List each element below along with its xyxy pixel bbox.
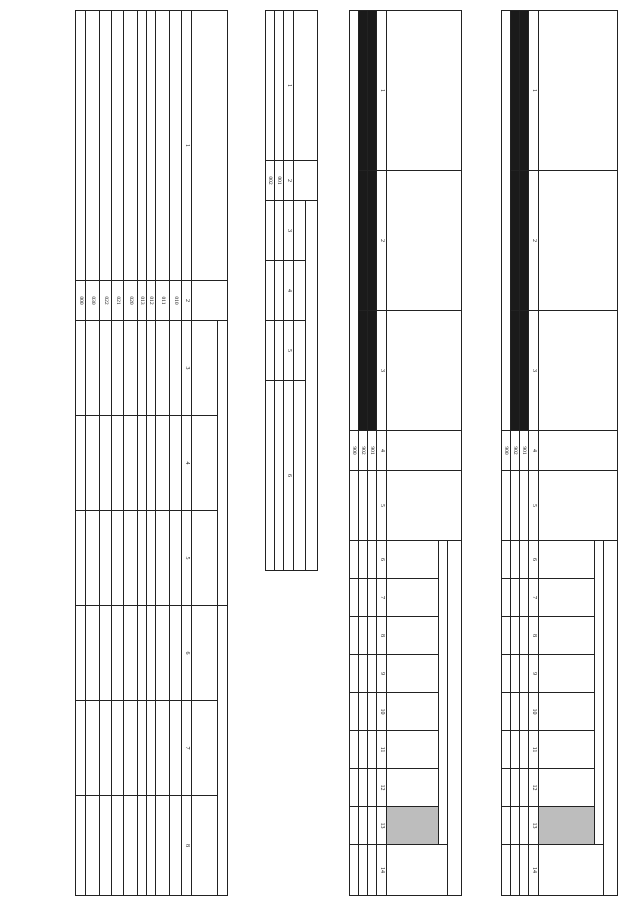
s36-row-label <box>124 11 138 281</box>
s36-header-indicator <box>192 11 228 281</box>
s341-header-incl <box>604 541 618 896</box>
s36-header-period-1b <box>192 606 218 701</box>
s35-header-code <box>294 161 318 201</box>
s342-header-group <box>387 311 462 431</box>
s35-header-title <box>294 381 306 571</box>
table-row <box>147 11 156 896</box>
s341-total-code: 900 <box>502 431 511 471</box>
s36-row-label <box>138 11 147 281</box>
s36-total-code: 000 <box>76 281 86 321</box>
s342-column-numbers: 1 2 3 4 5 6 7 8 9 10 11 12 13 14 <box>377 11 387 896</box>
s341-header-c13 <box>539 769 595 807</box>
s342-header-c10 <box>387 655 439 693</box>
s36-header-period-1 <box>192 321 218 416</box>
s342-header-fund <box>387 471 462 541</box>
s36-row-label <box>147 11 156 281</box>
table-row <box>86 11 100 896</box>
s341-header-position <box>539 11 618 171</box>
s36-header-contrib <box>218 606 228 896</box>
s342-header-c14 <box>387 845 448 896</box>
s35-header-npa <box>306 201 318 571</box>
s36-column-numbers: 1 2 3 4 5 6 7 8 <box>182 11 192 896</box>
s36-row-code: 021 <box>112 281 124 321</box>
s341-header-category <box>539 171 618 311</box>
s35-column-numbers: 1 2 3 4 5 6 <box>284 11 294 571</box>
s342-header-category <box>387 171 462 311</box>
table-row <box>170 11 182 896</box>
table-row <box>275 11 284 571</box>
s342-header-c11 <box>387 693 439 731</box>
table-row <box>100 11 112 896</box>
s36-row-label <box>112 11 124 281</box>
s341-header-c9 <box>539 617 595 655</box>
s341-header-c10 <box>539 655 595 693</box>
table-row <box>511 11 520 896</box>
table-row <box>156 11 170 896</box>
s341-row-code: 901 <box>520 431 529 471</box>
s341-header-c12 <box>539 731 595 769</box>
s342-header-c8 <box>387 579 439 617</box>
table-row <box>368 11 377 896</box>
s36-row-code: 022 <box>100 281 112 321</box>
s35-row-code: 001 <box>275 161 284 201</box>
s342-row-code: 902 <box>359 431 368 471</box>
s341-header-fund <box>539 471 618 541</box>
s36-total-label <box>76 11 86 281</box>
s36-row-code: 030 <box>86 281 100 321</box>
s342-header-c13 <box>387 769 439 807</box>
s341-header-c11 <box>539 693 595 731</box>
s342-header-position <box>387 11 462 171</box>
s35-header-name <box>294 11 318 161</box>
s341-header-c7 <box>539 541 595 579</box>
s36-row-code: 010 <box>170 281 182 321</box>
s36-row-code: 012 <box>147 281 156 321</box>
s342-total-code: 900 <box>350 431 359 471</box>
s342-header-c7 <box>387 541 439 579</box>
s35-header-date <box>294 261 306 321</box>
section-341-table <box>501 10 618 896</box>
s342-total-row <box>350 11 359 896</box>
s36-row-code: 020 <box>124 281 138 321</box>
s35-row-code: 002 <box>266 161 275 201</box>
s342-header-blank <box>387 807 439 845</box>
s342-header-c9 <box>387 617 439 655</box>
table-row <box>359 11 368 896</box>
s342-header-incl-sub <box>439 541 448 845</box>
s341-header-c8 <box>539 579 595 617</box>
section-35-table <box>265 10 318 571</box>
s36-header-period-2 <box>192 416 218 511</box>
s341-row-code: 902 <box>511 431 520 471</box>
s341-header-blank <box>539 807 595 845</box>
s341-header-incl-sub <box>595 541 604 845</box>
s36-row-label <box>86 11 100 281</box>
s342-header-code <box>387 431 462 471</box>
s342-header-c12 <box>387 731 439 769</box>
section-342-table <box>349 10 462 896</box>
table-row <box>138 11 147 896</box>
s36-row-label <box>100 11 112 281</box>
s341-header-group <box>539 311 618 431</box>
s36-header-code <box>192 281 228 321</box>
s342-header-incl <box>448 541 462 896</box>
s342-row-code: 901 <box>368 431 377 471</box>
table-row <box>124 11 138 896</box>
s341-column-numbers: 1 2 3 4 5 6 7 8 9 10 11 12 13 14 <box>529 11 539 896</box>
s36-row-code: 011 <box>156 281 170 321</box>
s36-header-period-3 <box>192 511 218 606</box>
s36-row-label <box>170 11 182 281</box>
s36-header-base <box>218 321 228 606</box>
s35-header-type <box>294 201 306 261</box>
s36-row-code: 013 <box>138 281 147 321</box>
s341-header-code <box>539 431 618 471</box>
s36-row-label <box>156 11 170 281</box>
table-row <box>520 11 529 896</box>
table-row <box>266 11 275 571</box>
s35-header-number <box>294 321 306 381</box>
s341-total-label <box>502 11 511 431</box>
s36-header-period-3b <box>192 796 218 896</box>
s342-total-label <box>350 11 359 431</box>
s341-header-c14 <box>539 845 604 896</box>
s36-total-row <box>76 11 86 896</box>
s36-header-period-2b <box>192 701 218 796</box>
s341-total-row <box>502 11 511 896</box>
table-row <box>112 11 124 896</box>
section-36-table <box>75 10 228 896</box>
